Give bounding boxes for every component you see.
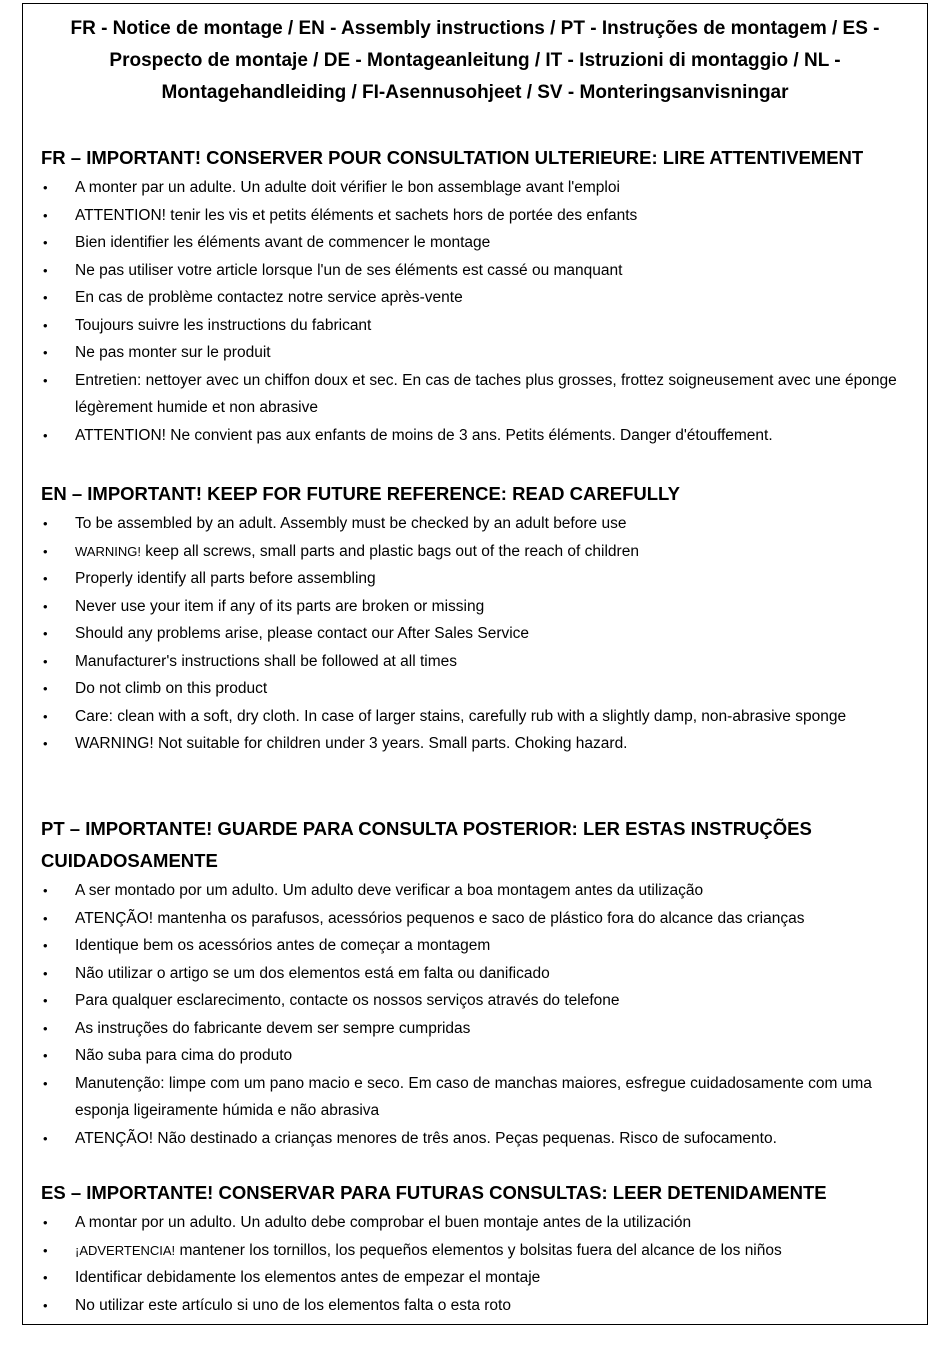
list-item: • Properly identify all parts before assembling: [41, 565, 911, 593]
list-item: • ATENÇÃO! Não destinado a crianças menores de três anos. Peças pequenas. Risco de sufocamento.: [41, 1125, 911, 1153]
instruction-list-en: [41, 510, 911, 758]
bullet-icon: •: [43, 207, 48, 223]
list-item: • Entretien: nettoyer avec un chiffon doux et sec. En cas de taches plus grosses, frottez soigneusement avec une éponge légèrement humide et non abrasive: [41, 367, 911, 422]
bullet-icon: •: [43, 1297, 48, 1313]
list-item: • Manutenção: limpe com um pano macio e seco. Em caso de manchas maiores, esfregue cuidadosamente com uma esponja ligeiramente húmida e não abrasiva: [41, 1070, 911, 1125]
list-item: • Não suba para cima do produto: [41, 1042, 911, 1070]
bullet-icon: •: [43, 516, 48, 531]
list-item: • Toujours suivre les instructions du fabricant: [41, 312, 911, 340]
list-item: • Bien identifier les éléments avant de commencer le montage: [41, 229, 911, 257]
list-item: • No utilizar este artículo si uno de los elementos falta o esta roto: [41, 1292, 911, 1320]
warning-prefix: ¡ADVERTENCIA!: [75, 1242, 176, 1258]
list-item: • Care: clean with a soft, dry cloth. In case of larger stains, carefully rub with a slightly damp, non-abrasive sponge: [41, 703, 911, 731]
list-item: • Never use your item if any of its parts are broken or missing: [41, 593, 911, 621]
section-es: [41, 1177, 911, 1319]
list-item: • En cas de problème contactez notre service après-vente: [41, 284, 911, 312]
list-item: • A montar por un adulto. Un adulto debe comprobar el buen montaje antes de la utilización: [41, 1209, 911, 1237]
document-title: [22, 13, 928, 109]
list-item: • Não utilizar o artigo se um dos elementos está em falta ou danificado: [41, 960, 911, 988]
bullet-icon: •: [43, 571, 48, 586]
list-item: • A monter par un adulte. Un adulte doit vérifier le bon assemblage avant l'emploi: [41, 174, 911, 202]
list-item: • Should any problems arise, please contact our After Sales Service: [41, 620, 911, 648]
list-item: • Ne pas utiliser votre article lorsque l'un de ses éléments est cassé ou manquant: [41, 257, 911, 285]
bullet-icon: •: [43, 626, 48, 641]
bullet-icon: •: [43, 372, 48, 388]
bullet-icon: •: [43, 708, 48, 724]
list-item: • Ne pas monter sur le produit: [41, 339, 911, 367]
warning-prefix: WARNING!: [75, 543, 141, 559]
list-item: • ¡ADVERTENCIA! mantener los tornillos, los pequeños elementos y bolsitas fuera del alcance de los niños: [41, 1237, 911, 1265]
bullet-icon: •: [43, 427, 48, 443]
bullet-icon: •: [43, 262, 48, 278]
bullet-icon: •: [43, 1020, 48, 1036]
bullet-icon: •: [43, 1130, 48, 1146]
bullet-icon: •: [43, 1270, 48, 1285]
bullet-icon: •: [43, 910, 48, 926]
section-heading-es: ES – IMPORTANTE! CONSERVAR PARA FUTURAS CONSULTAS: LEER DETENIDAMENTE: [41, 1182, 827, 1203]
bullet-icon: •: [43, 1215, 48, 1230]
bullet-icon: •: [43, 965, 48, 981]
section-heading-pt: PT – IMPORTANTE! GUARDE PARA CONSULTA POSTERIOR: LER ESTAS INSTRUÇÕES CUIDADOSAMENTE: [41, 818, 812, 871]
list-item: • To be assembled by an adult. Assembly must be checked by an adult before use: [41, 510, 911, 538]
bullet-icon: •: [43, 598, 48, 614]
list-item: • Identique bem os acessórios antes de começar a montagem: [41, 932, 911, 960]
bullet-icon: •: [43, 883, 48, 898]
list-item: • Do not climb on this product: [41, 675, 911, 703]
list-item: • WARNING! Not suitable for children under 3 years. Small parts. Choking hazard.: [41, 730, 911, 758]
bullet-icon: •: [43, 653, 48, 669]
bullet-icon: •: [43, 1075, 48, 1091]
bullet-icon: •: [43, 180, 48, 195]
section-fr: [41, 142, 911, 449]
list-item: • Para qualquer esclarecimento, contacte os nossos serviços através do telefone: [41, 987, 911, 1015]
bullet-icon: •: [43, 317, 48, 333]
list-item: • As instruções do fabricante devem ser sempre cumpridas: [41, 1015, 911, 1043]
list-item: • ATENÇÃO! mantenha os parafusos, acessórios pequenos e saco de plástico fora do alcance das crianças: [41, 905, 911, 933]
list-item: • ATTENTION! Ne convient pas aux enfants de moins de 3 ans. Petits éléments. Danger d'étouffement.: [41, 422, 911, 450]
bullet-icon: •: [43, 681, 48, 696]
bullet-icon: •: [43, 1242, 48, 1258]
list-item: • Identificar debidamente los elementos antes de empezar el montaje: [41, 1264, 911, 1292]
section-pt: [41, 813, 911, 1152]
instruction-list-es: [41, 1209, 911, 1319]
list-item: • WARNING! keep all screws, small parts and plastic bags out of the reach of children: [41, 538, 911, 566]
list-item: • A ser montado por um adulto. Um adulto deve verificar a boa montagem antes da utilização: [41, 877, 911, 905]
bullet-icon: •: [43, 345, 48, 360]
title-line: Prospecto de montaje / DE - Montageanleitung / IT - Istruzioni di montaggio / NL -: [109, 50, 841, 71]
instruction-list-pt: [41, 877, 911, 1152]
list-item: • ATTENTION! tenir les vis et petits éléments et sachets hors de portée des enfants: [41, 202, 911, 230]
bullet-icon: •: [43, 1048, 48, 1063]
bullet-icon: •: [43, 736, 48, 751]
bullet-icon: •: [43, 235, 48, 250]
list-item: • Manufacturer's instructions shall be followed at all times: [41, 648, 911, 676]
title-line: FR - Notice de montage / EN - Assembly instructions / PT - Instruções de montagem / ES -: [70, 18, 880, 39]
title-line: Montagehandleiding / FI-Asennusohjeet / SV - Monteringsanvisningar: [161, 82, 789, 103]
section-heading-fr: FR – IMPORTANT! CONSERVER POUR CONSULTATION ULTERIEURE: LIRE ATTENTIVEMENT: [41, 147, 864, 168]
section-heading-en: EN – IMPORTANT! KEEP FOR FUTURE REFERENCE: READ CAREFULLY: [41, 483, 680, 504]
bullet-icon: •: [43, 993, 48, 1008]
bullet-icon: •: [43, 290, 48, 305]
instruction-list-fr: [41, 174, 911, 449]
section-en: [41, 478, 911, 758]
bullet-icon: •: [43, 543, 48, 559]
bullet-icon: •: [43, 938, 48, 953]
